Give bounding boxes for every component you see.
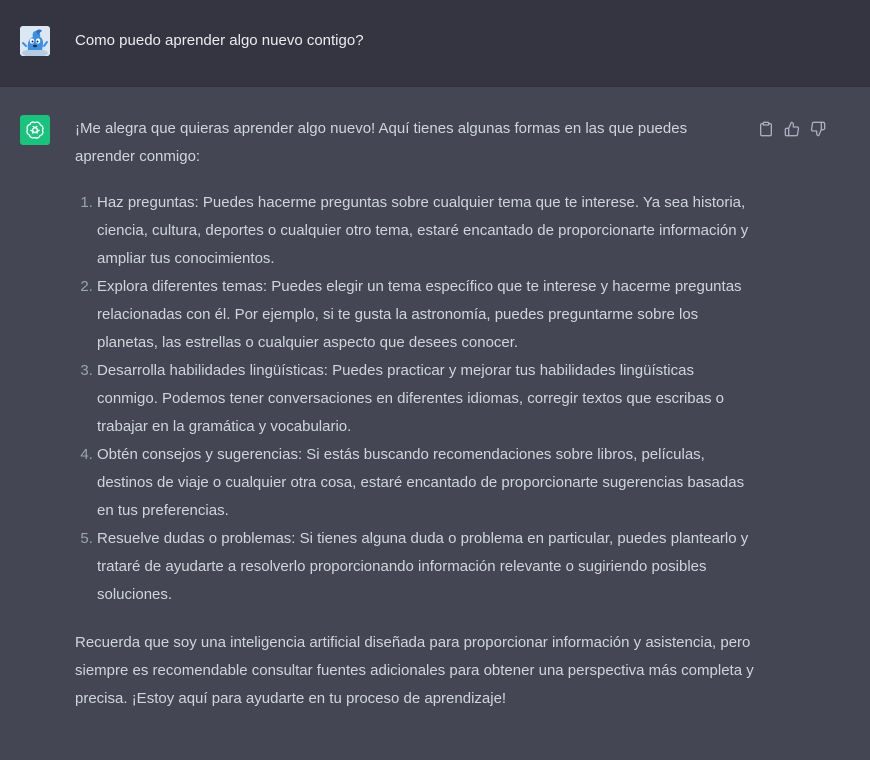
- copy-button[interactable]: [756, 121, 776, 141]
- user-message-text: Como puedo aprender algo nuevo contigo?: [75, 32, 364, 49]
- assistant-intro-text: ¡Me alegra que quieras aprender algo nuevo! Aquí tienes algunas formas en las que puedes aprender conmigo:: [75, 120, 688, 165]
- thumbs-down-button[interactable]: [808, 121, 828, 141]
- user-avatar-icon: [20, 26, 50, 56]
- thumbs-up-button[interactable]: [782, 121, 802, 141]
- list-item: 5. Resuelve dudas o problemas: Si tienes alguna duda o problema en particular, puedes plantearlo y trataré de ayudarte a resolverlo proporcionando información relevante o sugiriendo posibles soluciones.: [97, 525, 755, 609]
- assistant-message-content: [75, 115, 755, 713]
- assistant-message-row: [0, 87, 870, 760]
- clipboard-icon: [758, 121, 774, 142]
- user-message-row: [0, 0, 870, 87]
- suggestion-list: [75, 189, 755, 609]
- list-item: 2. Explora diferentes temas: Puedes elegir un tema específico que te interese y hacerme preguntas relacionadas con él. Por ejemplo, si te gusta la astronomía, puedes preguntarme sobre los planetas, las estrellas o cualquier aspecto que desees conocer.: [97, 273, 755, 357]
- message-actions: [756, 121, 828, 141]
- openai-logo-icon: [20, 115, 50, 145]
- thumbs-down-icon: [810, 121, 826, 142]
- list-item: 4. Obtén consejos y sugerencias: Si estás buscando recomendaciones sobre libros, películas, destinos de viaje o cualquier otra cosa, estaré encantado de proporcionarte sugerencias basadas en tus preferencias.: [97, 441, 755, 525]
- list-item: 1. Haz preguntas: Puedes hacerme preguntas sobre cualquier tema que te interese. Ya sea historia, ciencia, cultura, deportes o cualquier otro tema, estaré encantado de proporcionarte información y ampliar tus conocimientos.: [97, 189, 755, 273]
- assistant-outro-text: Recuerda que soy una inteligencia artificial diseñada para proporcionar información y asistencia, pero siempre es recomendable consultar fuentes adicionales para obtener una perspectiva más completa y precisa. ¡Estoy aquí para ayudarte en tu proceso de aprendizaje!: [75, 634, 754, 707]
- thumbs-up-icon: [784, 121, 800, 142]
- list-item: 3. Desarrolla habilidades lingüísticas: Puedes practicar y mejorar tus habilidades lingüísticas conmigo. Podemos tener conversaciones en diferentes idiomas, corregir textos que escribas o trabajar en la gramática y vocabulario.: [97, 357, 755, 441]
